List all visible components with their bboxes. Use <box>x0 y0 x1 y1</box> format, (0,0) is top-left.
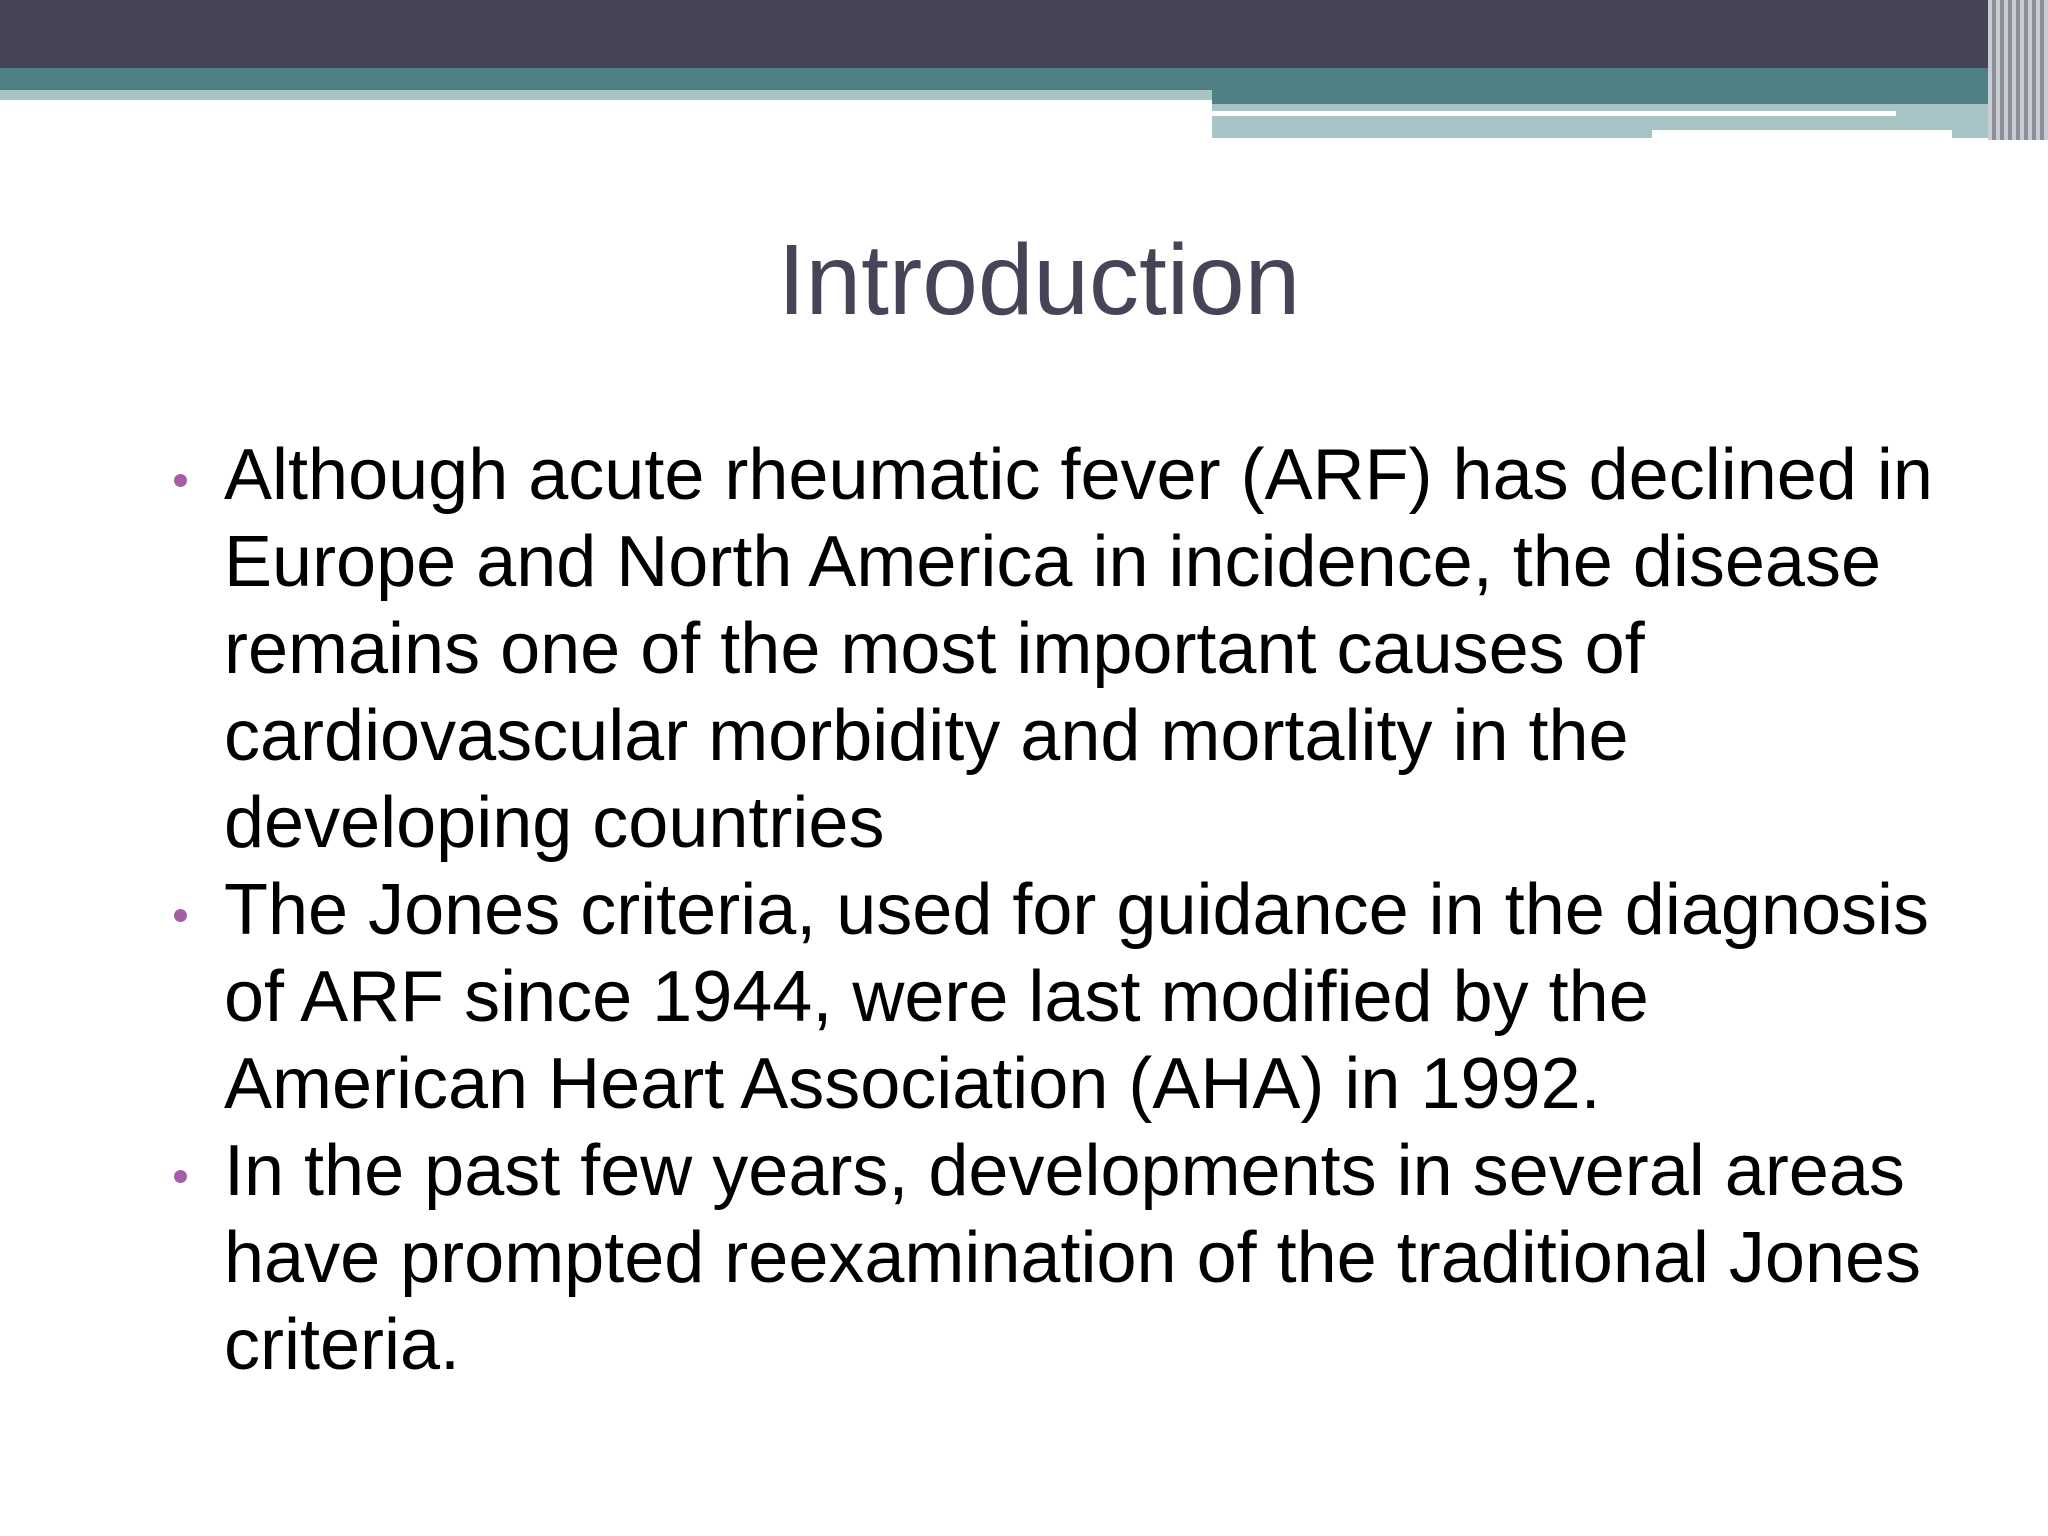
bullet-item <box>160 867 1940 1128</box>
bullet-item <box>160 1128 1940 1389</box>
bullet-text: The Jones criteria, used for guidance in the diagnosis of ARF since 1944, were last modified by the American Heart Association (AHA) in 1992. <box>224 870 1930 1124</box>
bullet-text: In the past few years, developments in several areas have prompted reexamination of the traditional Jones criteria. <box>224 1131 1922 1385</box>
header-accent-line-short <box>1652 130 1952 138</box>
bullet-list <box>160 432 1940 1389</box>
bullet-dot-icon <box>174 474 187 487</box>
slide-title: Introduction <box>777 224 1301 336</box>
bullet-item <box>160 432 1940 867</box>
header-band-dark <box>0 0 2048 68</box>
header-band-light-left <box>0 90 1212 100</box>
header-band-teal <box>0 68 2048 90</box>
header-stripes <box>1988 0 2048 140</box>
header-accent-line <box>1212 111 1896 116</box>
bullet-dot-icon <box>174 909 187 922</box>
bullet-text: Although acute rheumatic fever (ARF) has declined in Europe and North America in incidence, the disease remains one of the most important causes of cardiovascular morbidity and mortality in the developing countries <box>224 435 1933 863</box>
bullet-dot-icon <box>174 1170 187 1183</box>
header-band-teal-right <box>1212 90 2048 104</box>
